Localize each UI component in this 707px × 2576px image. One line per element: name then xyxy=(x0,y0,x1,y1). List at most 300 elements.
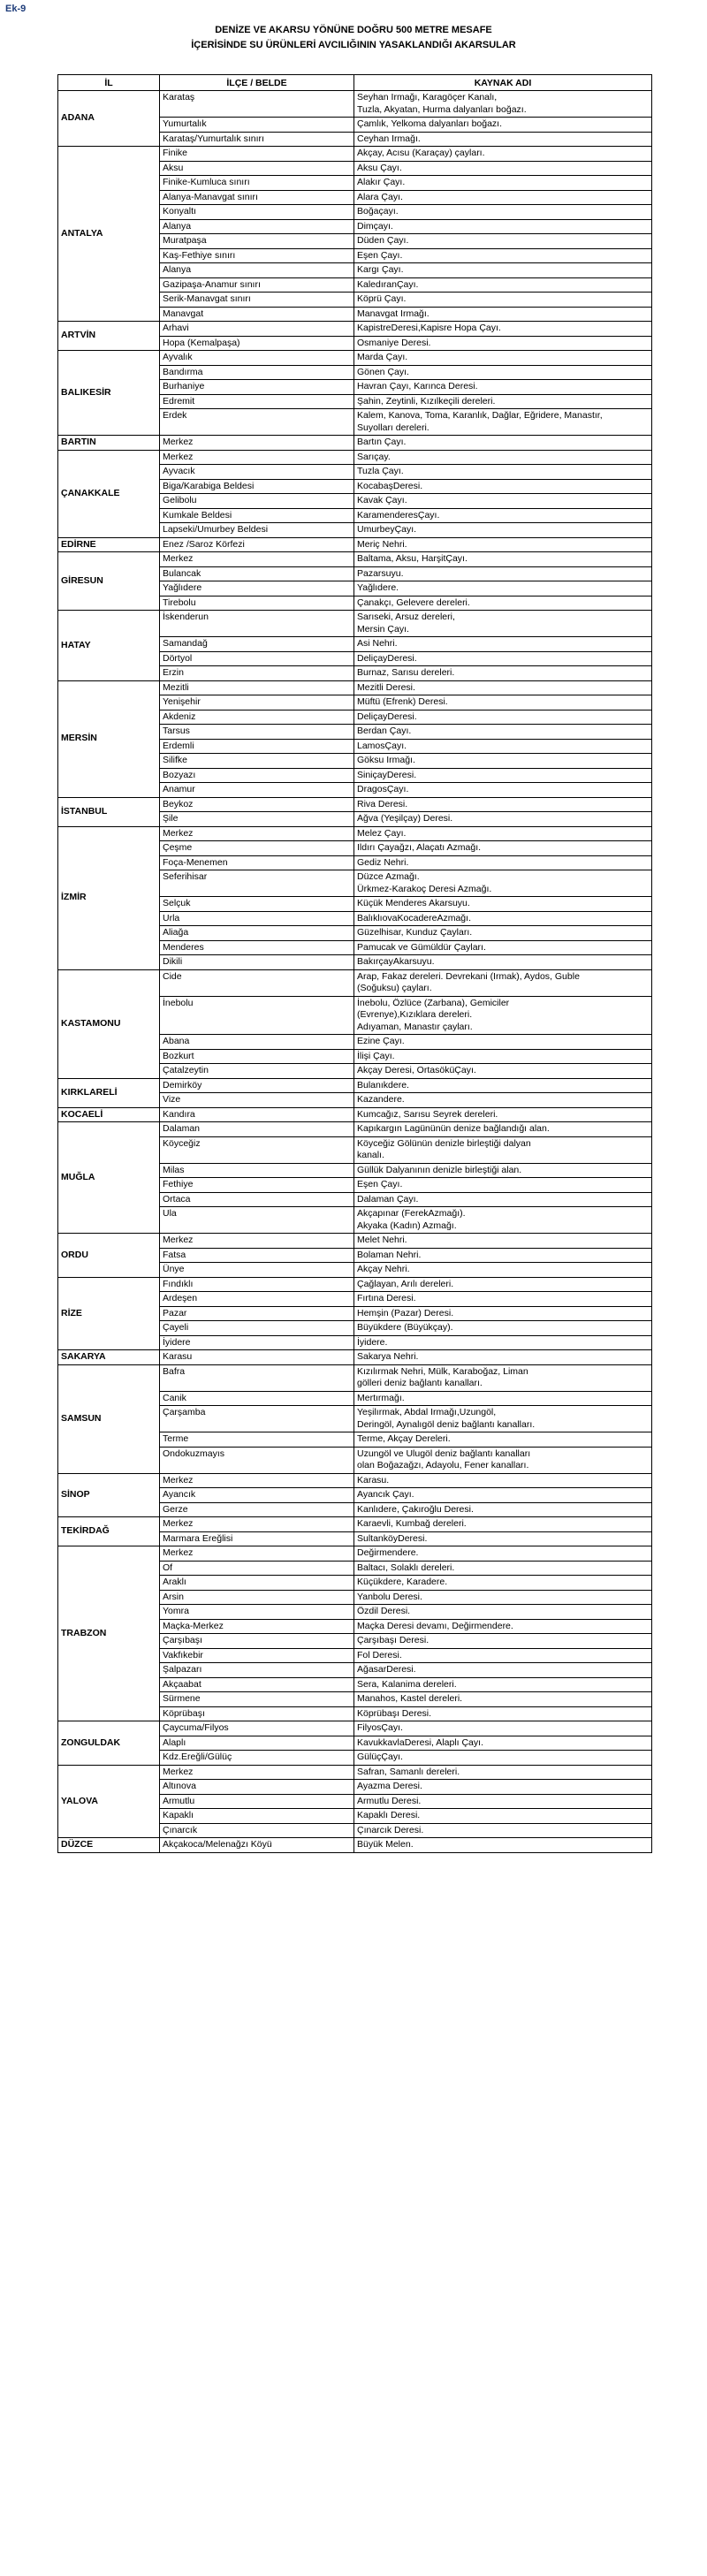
district-cell: Tirebolu xyxy=(160,596,354,611)
header-kaynak: KAYNAK ADI xyxy=(354,75,652,91)
source-cell xyxy=(354,1207,652,1234)
source-cell xyxy=(354,1447,652,1473)
district-cell: Çınarcık xyxy=(160,1823,354,1838)
source-cell xyxy=(354,176,652,191)
source-line: Meriç Nehri. xyxy=(357,538,407,550)
source-cell xyxy=(354,436,652,451)
source-cell xyxy=(354,1502,652,1517)
district-cell: Demirköy xyxy=(160,1078,354,1093)
source-line: Safran, Samanlı dereleri. xyxy=(357,1766,460,1777)
table-row xyxy=(58,1473,652,1488)
source-line: Şahin, Zeytinli, Kızılkeçili dereleri. xyxy=(357,395,496,407)
source-cell xyxy=(354,1838,652,1853)
district-cell: Gelibolu xyxy=(160,494,354,509)
source-line: Manahos, Kastel dereleri. xyxy=(357,1693,463,1704)
province-cell: HATAY xyxy=(58,611,160,681)
source-cell xyxy=(354,870,652,897)
district-cell: Bozkurt xyxy=(160,1049,354,1064)
source-cell xyxy=(354,1648,652,1663)
source-line: Tuzla, Akyatan, Hurma dalyanları boğazı. xyxy=(357,103,527,115)
district-cell: Çatalzeytin xyxy=(160,1064,354,1079)
district-cell: Alanya xyxy=(160,219,354,234)
source-line: Boğaçayı. xyxy=(357,206,399,217)
district-cell: Ayvalık xyxy=(160,351,354,366)
district-cell: Tarsus xyxy=(160,725,354,740)
province-cell: ORDU xyxy=(58,1234,160,1278)
source-line: Akyaka (Kadın) Azmağı. xyxy=(357,1220,457,1231)
title-line-1: DENİZE VE AKARSU YÖNÜNE DOĞRU 500 METRE MESAFE xyxy=(215,25,492,35)
district-cell: İyidere xyxy=(160,1335,354,1350)
source-line: Baltacı, Solaklı dereleri. xyxy=(357,1562,455,1573)
district-cell: Manavgat xyxy=(160,307,354,322)
source-cell xyxy=(354,1350,652,1365)
source-line: Müftü (Efrenk) Deresi. xyxy=(357,696,448,707)
source-cell xyxy=(354,508,652,523)
source-line: Osmaniye Deresi. xyxy=(357,337,431,348)
source-cell xyxy=(354,651,652,666)
source-cell xyxy=(354,336,652,351)
header-ilce: İLÇE / BELDE xyxy=(160,75,354,91)
source-line: Fol Deresi. xyxy=(357,1649,402,1660)
district-cell: Terme xyxy=(160,1432,354,1448)
province-cell: MERSİN xyxy=(58,680,160,797)
source-cell xyxy=(354,552,652,567)
source-cell xyxy=(354,394,652,409)
source-cell xyxy=(354,1590,652,1605)
district-cell: Of xyxy=(160,1561,354,1576)
province-cell: YALOVA xyxy=(58,1765,160,1838)
source-line: Göksu Irmağı. xyxy=(357,755,415,765)
district-cell: Fındıklı xyxy=(160,1277,354,1292)
source-cell xyxy=(354,1823,652,1838)
table-row xyxy=(58,322,652,337)
source-line: Sarıçay. xyxy=(357,451,391,462)
province-cell: TRABZON xyxy=(58,1546,160,1721)
source-line: Kumcağız, Sarısu Seyrek dereleri. xyxy=(357,1108,498,1120)
table-row xyxy=(58,1765,652,1780)
source-cell xyxy=(354,1406,652,1432)
district-cell: Maçka-Merkez xyxy=(160,1619,354,1634)
province-cell: KASTAMONU xyxy=(58,969,160,1078)
source-line: Seyhan Irmağı, Karagöçer Kanalı, xyxy=(357,92,498,103)
source-cell xyxy=(354,666,652,681)
source-line: Eşen Çayı. xyxy=(357,249,403,261)
source-line: Adıyaman, Manastır çayları. xyxy=(357,1021,473,1032)
source-cell xyxy=(354,1335,652,1350)
district-cell: Kumkale Beldesi xyxy=(160,508,354,523)
district-cell: Akçaabat xyxy=(160,1677,354,1692)
table-row xyxy=(58,1517,652,1532)
district-cell: Ortaca xyxy=(160,1192,354,1207)
district-cell: Fethiye xyxy=(160,1178,354,1193)
source-line: Sera, Kalanima dereleri. xyxy=(357,1678,457,1690)
province-cell: KOCAELİ xyxy=(58,1107,160,1122)
district-cell: Köprübaşı xyxy=(160,1706,354,1721)
province-cell: ZONGULDAK xyxy=(58,1721,160,1766)
table-body xyxy=(58,91,652,1853)
source-cell xyxy=(354,855,652,870)
source-cell xyxy=(354,1391,652,1406)
source-line: Düden Çayı. xyxy=(357,235,409,246)
table-row xyxy=(58,1546,652,1562)
source-line: LamosÇayı. xyxy=(357,740,407,751)
district-cell: Çaycuma/Filyos xyxy=(160,1721,354,1736)
district-cell: Mezitli xyxy=(160,680,354,695)
source-cell xyxy=(354,1473,652,1488)
district-cell: Çeşme xyxy=(160,841,354,856)
province-cell: ÇANAKKALE xyxy=(58,450,160,537)
district-cell: Kdz.Ereğli/Gülüç xyxy=(160,1751,354,1766)
source-cell xyxy=(354,1364,652,1391)
source-line: Kargı Çayı. xyxy=(357,264,404,275)
source-line: Ezine Çayı. xyxy=(357,1036,405,1046)
table-row xyxy=(58,1122,652,1137)
source-cell xyxy=(354,322,652,337)
title-line-2: İÇERİSİNDE SU ÜRÜNLERİ AVCILIĞININ YASAKLANDIĞI AKARSULAR xyxy=(191,40,516,50)
source-cell xyxy=(354,450,652,465)
table-row xyxy=(58,1107,652,1122)
source-line: Köprü Çayı. xyxy=(357,293,407,304)
source-line: Hemşin (Pazar) Deresi. xyxy=(357,1307,454,1318)
source-cell xyxy=(354,1809,652,1824)
source-line: Ildırı Çayağzı, Alaçatı Azmağı. xyxy=(357,842,482,853)
source-cell xyxy=(354,1107,652,1122)
source-cell xyxy=(354,1517,652,1532)
source-line: Kapıkargın Lagününün denize bağlandığı alan. xyxy=(357,1123,550,1134)
district-cell: Urla xyxy=(160,911,354,926)
district-cell: Akçakoca/Melenağzı Köyü xyxy=(160,1838,354,1853)
source-cell xyxy=(354,1263,652,1278)
district-cell: Alanya xyxy=(160,263,354,278)
district-cell: Bulancak xyxy=(160,566,354,581)
district-cell: Ula xyxy=(160,1207,354,1234)
source-cell xyxy=(354,1432,652,1448)
province-cell: EDİRNE xyxy=(58,537,160,552)
source-line: Burnaz, Sarısu dereleri. xyxy=(357,667,455,678)
source-line: gölleri deniz bağlantı kanalları. xyxy=(357,1378,483,1388)
district-cell: Arsin xyxy=(160,1590,354,1605)
source-cell xyxy=(354,351,652,366)
district-cell: Erdemli xyxy=(160,739,354,754)
source-cell xyxy=(354,783,652,798)
source-line: kanalı. xyxy=(357,1150,384,1160)
source-cell xyxy=(354,926,652,941)
source-cell xyxy=(354,611,652,637)
district-cell: Beykoz xyxy=(160,797,354,812)
district-cell: Merkez xyxy=(160,826,354,841)
source-line: Melez Çayı. xyxy=(357,827,407,839)
source-line: Akçay Deresi, OrtasöküÇayı. xyxy=(357,1065,476,1075)
source-cell xyxy=(354,1663,652,1678)
province-cell: TEKİRDAĞ xyxy=(58,1517,160,1546)
source-cell xyxy=(354,380,652,395)
table-row xyxy=(58,147,652,162)
table-row xyxy=(58,1838,652,1853)
source-line: Çınarcık Deresi. xyxy=(357,1824,424,1835)
source-cell xyxy=(354,710,652,725)
header-il: İL xyxy=(58,75,160,91)
source-line: UmurbeyÇayı. xyxy=(357,524,417,535)
district-cell: Köyceğiz xyxy=(160,1136,354,1163)
district-cell: Çayeli xyxy=(160,1321,354,1336)
source-line: Mertırmağı. xyxy=(357,1392,405,1403)
province-cell: GİRESUN xyxy=(58,552,160,611)
source-line: Aksu Çayı. xyxy=(357,162,402,173)
district-cell: Merkez xyxy=(160,1234,354,1249)
source-line: Mezitli Deresi. xyxy=(357,681,415,693)
source-cell xyxy=(354,1178,652,1193)
source-cell xyxy=(354,566,652,581)
source-line: Güllük Dalyanının denizle birleştiği alan. xyxy=(357,1164,522,1175)
table-row xyxy=(58,969,652,996)
source-line: Kapaklı Deresi. xyxy=(357,1810,421,1820)
source-line: Sakarya Nehri. xyxy=(357,1351,419,1362)
source-cell xyxy=(354,1634,652,1649)
district-cell: İskenderun xyxy=(160,611,354,637)
source-line: Uzungöl ve Ulugöl deniz bağlantı kanalları xyxy=(357,1448,531,1459)
district-cell: Şalpazarı xyxy=(160,1663,354,1678)
district-cell: Abana xyxy=(160,1035,354,1050)
source-line: Değirmendere. xyxy=(357,1547,419,1558)
source-cell xyxy=(354,263,652,278)
source-cell xyxy=(354,1794,652,1809)
source-line: Çanakçı, Gelevere dereleri. xyxy=(357,597,470,608)
province-cell: DÜZCE xyxy=(58,1838,160,1853)
source-line: Baltama, Aksu, HarşitÇayı. xyxy=(357,553,468,564)
district-cell: Bozyazı xyxy=(160,768,354,783)
district-cell: Merkez xyxy=(160,1473,354,1488)
source-cell xyxy=(354,797,652,812)
source-cell xyxy=(354,190,652,205)
source-line: Büyük Melen. xyxy=(357,1839,414,1850)
source-line: Çarşıbaşı Deresi. xyxy=(357,1635,430,1645)
source-cell xyxy=(354,365,652,380)
source-cell xyxy=(354,1064,652,1079)
source-cell xyxy=(354,940,652,955)
source-line: AğasarDeresi. xyxy=(357,1664,416,1675)
district-cell: Şile xyxy=(160,812,354,827)
province-cell: İSTANBUL xyxy=(58,797,160,826)
district-cell: Arhavi xyxy=(160,322,354,337)
source-cell xyxy=(354,596,652,611)
district-cell: Yomra xyxy=(160,1605,354,1620)
source-cell xyxy=(354,1677,652,1692)
source-line: Yeşilırmak, Abdal Irmağı,Uzungöl, xyxy=(357,1407,497,1417)
source-cell xyxy=(354,118,652,133)
source-cell xyxy=(354,219,652,234)
source-cell xyxy=(354,1706,652,1721)
source-cell xyxy=(354,1765,652,1780)
source-line: Tuzla Çayı. xyxy=(357,466,404,476)
source-cell xyxy=(354,1692,652,1707)
source-cell xyxy=(354,1093,652,1108)
district-cell: Serik-Manavgat sınırı xyxy=(160,293,354,308)
source-line: Melet Nehri. xyxy=(357,1235,407,1245)
source-line: BalıklıovaKocadereAzmağı. xyxy=(357,912,471,923)
district-cell: Çarşıbaşı xyxy=(160,1634,354,1649)
source-line: Arap, Fakaz dereleri. Devrekani (Irmak), Aydos, Guble xyxy=(357,970,580,982)
source-line: Sarıseki, Arsuz dereleri, xyxy=(357,612,455,622)
source-cell xyxy=(354,307,652,322)
source-line: Akçapınar (FerekAzmağı). xyxy=(357,1208,466,1219)
source-cell xyxy=(354,1234,652,1249)
source-cell xyxy=(354,1605,652,1620)
source-cell xyxy=(354,955,652,970)
district-cell: Lapseki/Umurbey Beldesi xyxy=(160,523,354,538)
source-cell xyxy=(354,1736,652,1751)
province-cell: SAMSUN xyxy=(58,1364,160,1473)
source-cell xyxy=(354,132,652,147)
district-cell: Gazipaşa-Anamur sınırı xyxy=(160,277,354,293)
source-line: Eşen Çayı. xyxy=(357,1179,403,1189)
district-cell: Pazar xyxy=(160,1306,354,1321)
source-cell xyxy=(354,234,652,249)
source-line: İyidere. xyxy=(357,1336,388,1348)
source-line: Havran Çayı, Karınca Deresi. xyxy=(357,381,478,391)
source-line: Çağlayan, Arılı dereleri. xyxy=(357,1278,454,1289)
district-cell: Armutlu xyxy=(160,1794,354,1809)
table-row xyxy=(58,611,652,637)
district-cell: Erzin xyxy=(160,666,354,681)
district-cell: Ünye xyxy=(160,1263,354,1278)
source-line: Asi Nehri. xyxy=(357,638,398,649)
source-cell xyxy=(354,637,652,652)
source-line: Kalem, Kanova, Toma, Karanlık, Dağlar, Eğridere, Manastır, xyxy=(357,410,603,421)
table-row xyxy=(58,552,652,567)
district-cell: Çarşamba xyxy=(160,1406,354,1432)
source-line: Ağva (Yeşilçay) Deresi. xyxy=(357,813,453,824)
source-line: Bolaman Nehri. xyxy=(357,1249,422,1260)
source-cell xyxy=(354,161,652,176)
district-cell: Selçuk xyxy=(160,897,354,912)
district-cell: Canik xyxy=(160,1391,354,1406)
source-line: Berdan Çayı. xyxy=(357,726,412,736)
district-cell: Alanya-Manavgat sınırı xyxy=(160,190,354,205)
district-cell: Edremit xyxy=(160,394,354,409)
district-cell: Karataş/Yumurtalık sınırı xyxy=(160,132,354,147)
source-cell xyxy=(354,1292,652,1307)
source-line: Fırtına Deresi. xyxy=(357,1293,416,1303)
district-cell: Milas xyxy=(160,1163,354,1178)
province-cell: RİZE xyxy=(58,1277,160,1350)
source-cell xyxy=(354,1546,652,1562)
district-cell: Altınova xyxy=(160,1780,354,1795)
district-cell: Ardeşen xyxy=(160,1292,354,1307)
district-cell: Aliağa xyxy=(160,926,354,941)
source-line: KocabaşDeresi. xyxy=(357,480,423,491)
source-line: Alakır Çayı. xyxy=(357,177,406,187)
source-cell xyxy=(354,911,652,926)
table-row xyxy=(58,680,652,695)
source-cell xyxy=(354,680,652,695)
source-line: FilyosÇayı. xyxy=(357,1722,403,1733)
source-line: Karasu. xyxy=(357,1474,390,1486)
table-row xyxy=(58,91,652,118)
source-line: KavukkavlaDeresi, Alaplı Çayı. xyxy=(357,1736,483,1748)
source-line: Mersin Çayı. xyxy=(357,623,409,635)
district-cell: Aksu xyxy=(160,161,354,176)
province-cell: SAKARYA xyxy=(58,1350,160,1365)
province-cell: ANTALYA xyxy=(58,147,160,322)
district-cell: Fatsa xyxy=(160,1248,354,1263)
source-line: KapistreDeresi,Kapisre Hopa Çayı. xyxy=(357,323,501,333)
source-line: Ayazma Deresi. xyxy=(357,1781,422,1791)
source-line: Bartın Çayı. xyxy=(357,437,407,447)
district-cell: Burhaniye xyxy=(160,380,354,395)
source-cell xyxy=(354,465,652,480)
source-line: GülüçÇayı. xyxy=(357,1752,403,1762)
district-cell: Yenişehir xyxy=(160,695,354,710)
table-row xyxy=(58,1721,652,1736)
district-cell: Merkez xyxy=(160,1765,354,1780)
district-cell: İnebolu xyxy=(160,996,354,1035)
district-cell: Foça-Menemen xyxy=(160,855,354,870)
table-row xyxy=(58,1234,652,1249)
source-cell xyxy=(354,1078,652,1093)
source-cell xyxy=(354,1035,652,1050)
district-cell: Enez /Saroz Körfezi xyxy=(160,537,354,552)
district-cell: Menderes xyxy=(160,940,354,955)
source-line: Büyükdere (Büyükçay). xyxy=(357,1322,453,1333)
source-line: Gediz Nehri. xyxy=(357,856,409,868)
source-line: Alara Çayı. xyxy=(357,191,403,202)
source-cell xyxy=(354,969,652,996)
source-cell xyxy=(354,479,652,494)
province-cell: ADANA xyxy=(58,91,160,147)
source-line: olan Boğazağzı, Adayolu, Fener kanalları. xyxy=(357,1460,529,1470)
source-line: Özdil Deresi. xyxy=(357,1606,411,1616)
district-cell: Dörtyol xyxy=(160,651,354,666)
source-line: KaledıranÇayı. xyxy=(357,278,419,290)
district-cell: Hopa (Kemalpaşa) xyxy=(160,336,354,351)
province-cell: BARTIN xyxy=(58,436,160,451)
province-cell: ARTVİN xyxy=(58,322,160,351)
district-cell: Yağlıdere xyxy=(160,581,354,597)
table-row xyxy=(58,1277,652,1292)
source-line: Küçük Menderes Akarsuyu. xyxy=(357,898,470,908)
source-cell xyxy=(354,581,652,597)
source-cell xyxy=(354,1136,652,1163)
table-row xyxy=(58,537,652,552)
district-cell: Dikili xyxy=(160,955,354,970)
source-line: Ürkmez-Karakoç Deresi Azmağı. xyxy=(357,883,492,894)
source-cell xyxy=(354,248,652,263)
source-line: Düzce Azmağı. xyxy=(357,871,420,882)
district-cell: Kaş-Fethiye sınırı xyxy=(160,248,354,263)
source-line: (Evrenye),Kızıklara dereleri. xyxy=(357,1009,473,1020)
district-cell: Cide xyxy=(160,969,354,996)
source-line: Dalaman Çayı. xyxy=(357,1193,419,1204)
source-line: Manavgat Irmağı. xyxy=(357,308,430,319)
source-line: Dimçayı. xyxy=(357,220,393,232)
source-line: Yağlıdere. xyxy=(357,582,399,593)
source-line: Bulanıkdere. xyxy=(357,1079,409,1090)
district-cell: Muratpaşa xyxy=(160,234,354,249)
source-line: Riva Deresi. xyxy=(357,798,408,809)
source-line: Akçay Nehri. xyxy=(357,1264,410,1274)
district-cell: Gerze xyxy=(160,1502,354,1517)
district-cell: Bandırma xyxy=(160,365,354,380)
district-cell: Kapaklı xyxy=(160,1809,354,1824)
source-line: SiniçayDeresi. xyxy=(357,769,417,780)
source-cell xyxy=(354,205,652,220)
table-row xyxy=(58,436,652,451)
source-line: Güzelhisar, Kunduz Çayları. xyxy=(357,927,473,938)
source-cell xyxy=(354,996,652,1035)
province-cell: BALIKESİR xyxy=(58,351,160,436)
source-line: Kanlıdere, Çakıroğlu Deresi. xyxy=(357,1503,474,1515)
table-row xyxy=(58,1350,652,1365)
